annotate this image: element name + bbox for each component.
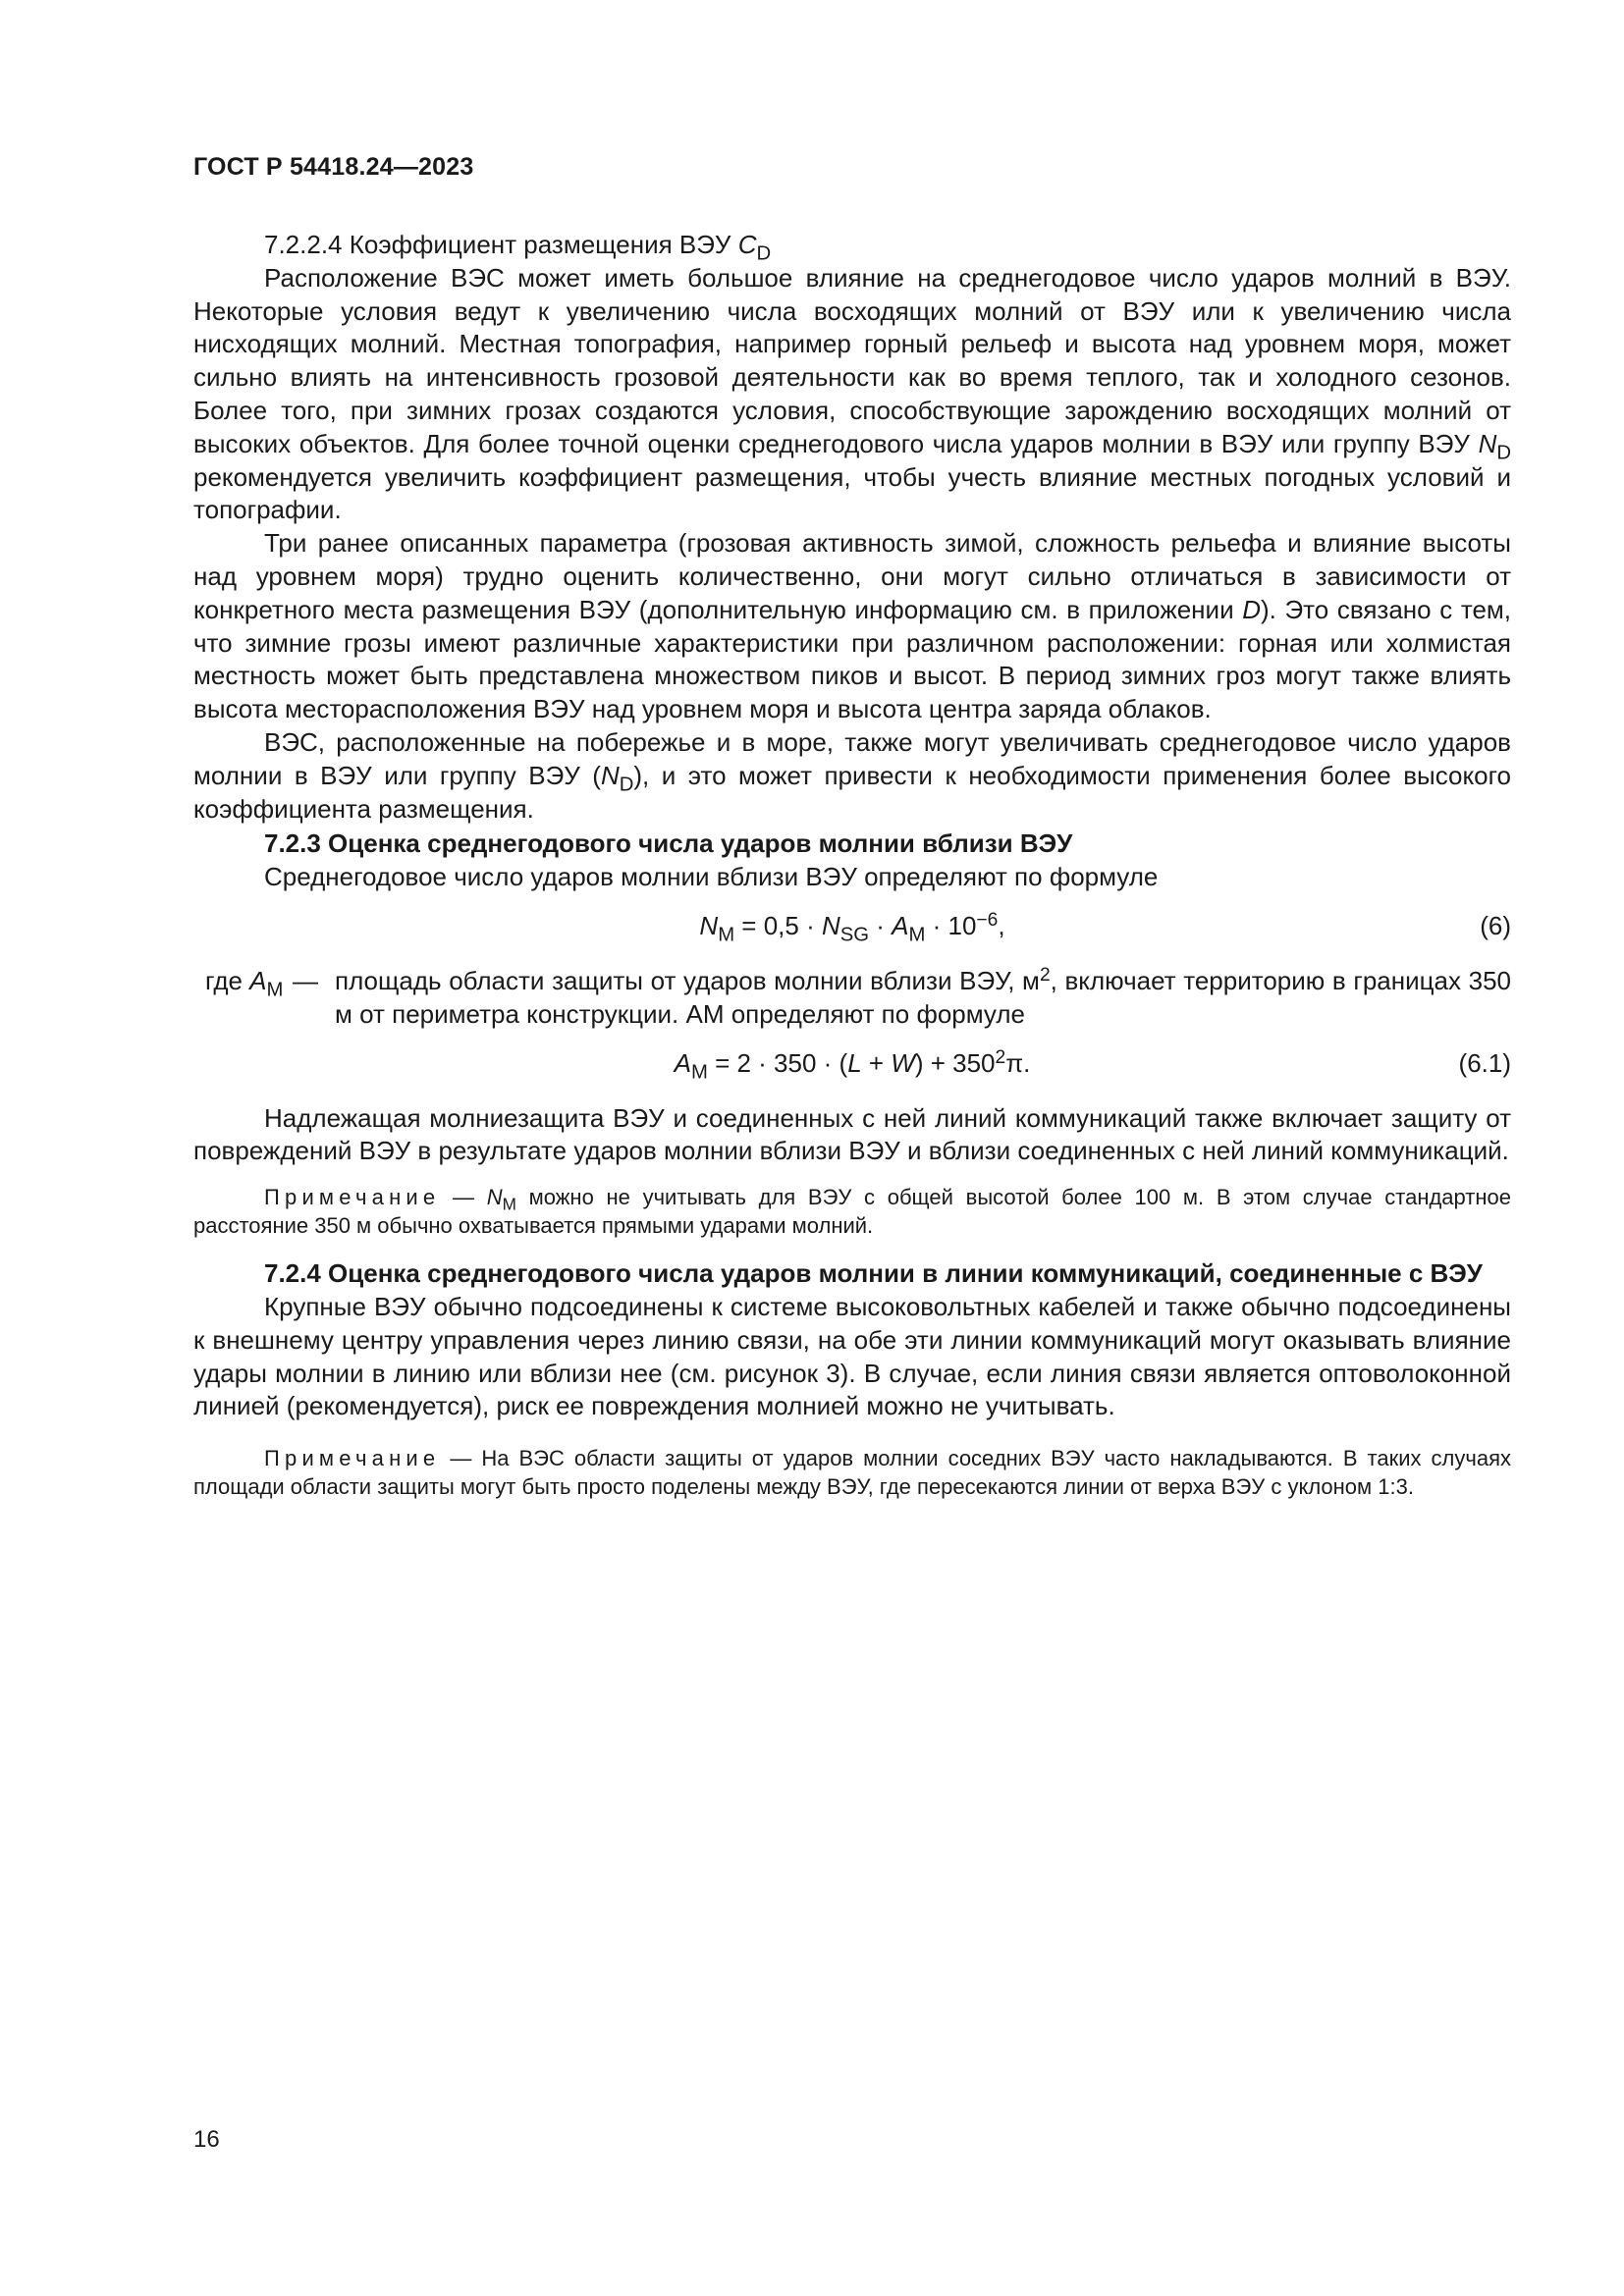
formula-6: [193, 908, 1511, 947]
note-nm: Примечание — $N_M$ можно не учитывать для ВЭУ с общей высотой более 100 м. В этом случае стандартное расстояние 350 м обычно охватывается прямыми ударами молний.: [193, 1185, 1511, 1238]
paragraph-formula-intro: Среднегодовое число ударов молнии вблизи ВЭУ определяют по формуле: [264, 862, 1159, 892]
paragraph-three-parameters: Три ранее описанных параметра (грозовая активность зимой, сложность рельефа и влияние высоты над уровнем моря) трудно оценить количественно, они могут сильно отличаться в зависимости от конкретного места размещения ВЭУ (дополнительную информацию см. в приложении D). Это связано с тем, что зимние грозы имеют различные характеристики при различном расположении: горная или холмистая местность может быть представлена множеством пиков и высот. В период зимних гроз могут также влиять высота месторасположения ВЭУ над уровнем моря и высота центра заряда облаков.: [193, 528, 1512, 724]
note-protection-areas: Примечание — На ВЭС области защиты от ударов молнии соседних ВЭУ часто накладываются. В таких случаях площади области защиты могут быть просто поделены между ВЭУ, где пересекаются линии от верха ВЭУ с уклоном 1:3.: [193, 1446, 1511, 1499]
paragraph-communication-lines: Крупные ВЭУ обычно подсоединены к системе высоковольтных кабелей и также обычно подсоединены к внешнему центру управления через линию связи, на обе эти линии коммуникаций могут оказывать влияние удары молнии в линию или вблизи нее (см. рисунок 3). В случае, если линия связи является оптоволоконной линией (рекомендуется), риск ее повреждения молнией можно не учитывать.: [193, 1291, 1511, 1421]
where-dash: —: [293, 965, 318, 995]
formula-6-expression: $N_M = 0,5 \cdot N_{SG} \cdot A_M \cdot 10^{-6}$,: [699, 909, 1005, 946]
note-label: Примечание: [264, 1446, 441, 1471]
section-heading-7-2-4: 7.2.4 Оценка среднегодового числа ударов молнии в линии коммуникаций, соединенные с ВЭУ: [264, 1258, 1483, 1289]
section-title-7-2-2-4: 7.2.2.4 Коэффициент размещения ВЭУ $C_D$: [264, 230, 772, 265]
formula-6-1: [193, 1045, 1511, 1085]
formula-6-1-expression: $A_M = 2 \cdot 350 \cdot (L + W) + 350^2\pi$.: [674, 1046, 1031, 1084]
note-label: Примечание: [264, 1185, 441, 1210]
where-label: где $A_M$: [205, 965, 284, 1001]
formula-where-clause: [193, 965, 1511, 1032]
page-number: 16: [193, 2126, 220, 2153]
paragraph-lightning-protection: Надлежащая молниезащита ВЭУ и соединенных с ней линий коммуникаций также включает защиту от повреждений ВЭУ в результате ударов молнии вблизи ВЭУ и вблизи соединенных с ней линий коммуникаций.: [193, 1102, 1511, 1166]
formula-6-1-number: (6.1): [1458, 1047, 1511, 1078]
document-code: ГОСТ Р 54418.24—2023: [193, 153, 474, 181]
where-definition: площадь области защиты от ударов молнии вблизи ВЭУ, $м^2$, включает территорию в границах 350 м от периметра конструкции. АМ определяют по формуле: [335, 964, 1511, 1029]
formula-6-number: (6): [1480, 910, 1511, 940]
section-heading-7-2-3: 7.2.3 Оценка среднегодового числа ударов молнии вблизи ВЭУ: [264, 828, 1073, 859]
paragraph-offshore: ВЭС, расположенные на побережье и в море, также могут увеличивать среднегодовое число ударов молнии в ВЭУ или группу ВЭУ $(N_D)$, и это может привести к необходимости применения более высокого коэффициента размещения.: [193, 726, 1511, 824]
paragraph-location-influence: Расположение ВЭС может иметь большое влияние на среднегодовое число ударов молний в ВЭУ. Некоторые условия ведут к увеличению числа восходящих молний от ВЭУ или к увеличению числа нисходящих молний. Местная топография, например горный рельеф и высота над уровнем моря, может сильно влиять на интенсивность грозовой деятельности как во время теплого, так и холодного сезонов. Более того, при зимних грозах создаются условия, способствующие зарождению восходящих молний от высоких объектов. Для более точной оценки среднегодового числа ударов молнии в ВЭУ или группу ВЭУ $N_D$ рекомендуется увеличить коэффициент размещения, чтобы учесть влияние местных погодных условий и топографии.: [193, 262, 1511, 525]
page-content: [193, 229, 1511, 1519]
